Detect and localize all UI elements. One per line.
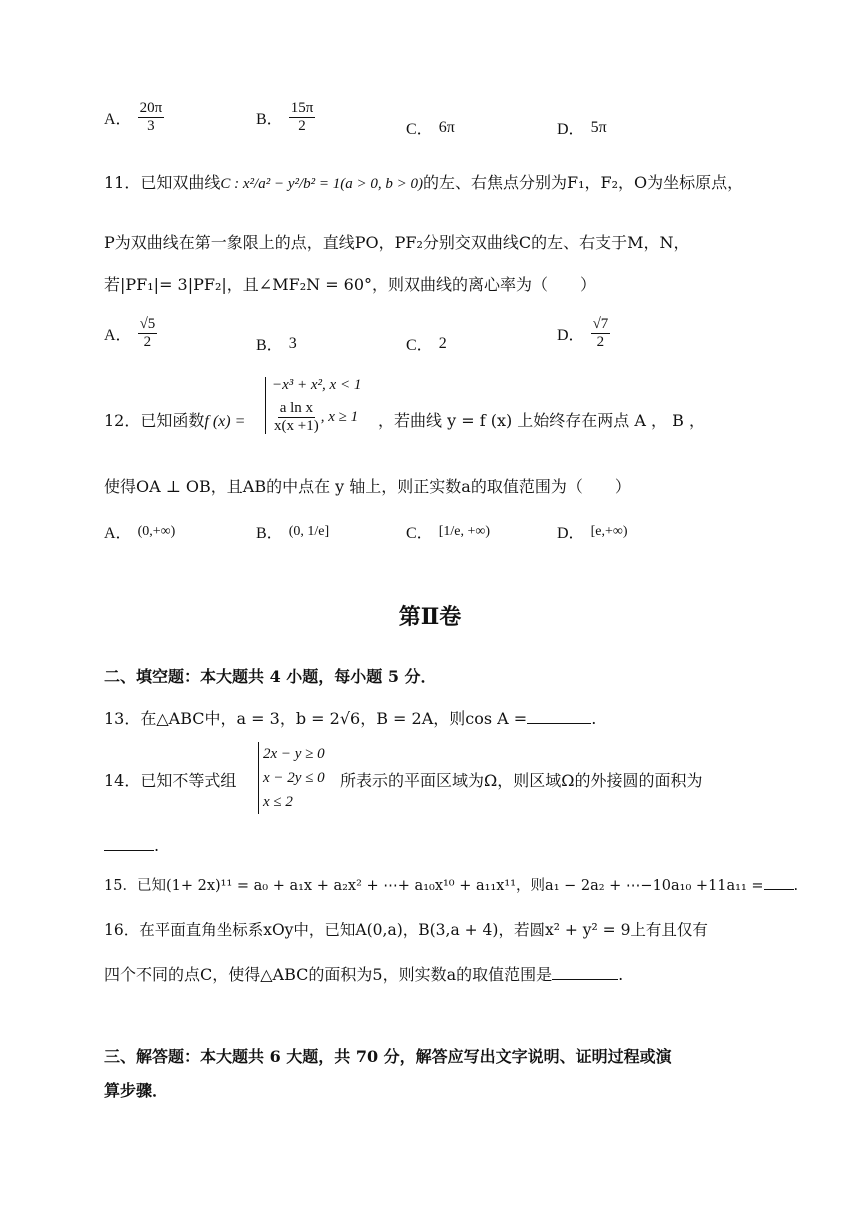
option-value: 2 (438, 334, 447, 352)
q15: 15．已知(1+ 2x)¹¹ = a₀ + a₁x + a₂x² + ⋯+ a₁₀x¹⁰ + a₁₁x¹¹，则a₁ − 2a₂ + ⋯−10a₁₀ +11a₁₁ = . (104, 874, 798, 895)
q14-suffix: 所表示的平面区域为Ω，则区域Ω的外接圆的面积为 (340, 771, 703, 790)
fraction (591, 316, 611, 350)
q12-option-a (104, 520, 175, 543)
section-3-heading-line1: 三、解答题：本大题共 6 大题，共 70 分，解答应写出文字说明、证明过程或演 (104, 1047, 672, 1066)
option-label: A． (104, 110, 132, 128)
fraction (138, 316, 158, 350)
denominator: 3 (147, 117, 155, 134)
q10-option-c (406, 116, 455, 139)
q12-line2: 使得OA ⊥ OB，且AB的中点在 y 轴上，则正实数a的取值范围为（ ） (104, 477, 631, 496)
q12-option-b (256, 520, 329, 543)
option-label: A． (104, 326, 132, 344)
section-3-heading-line2: 算步骤． (104, 1081, 169, 1100)
q10-option-d (557, 116, 607, 139)
q11-line1 (104, 170, 743, 193)
q11-prefix: 11．已知双曲线 (104, 173, 221, 192)
option-value: 5π (590, 118, 607, 136)
numerator: 20π (139, 100, 163, 116)
q12-prefix (104, 408, 245, 431)
numerator: 15π (290, 100, 314, 116)
q14-prefix: 14．已知不等式组 (104, 771, 237, 790)
answer-blank (552, 965, 618, 980)
q11-option-b (256, 332, 297, 355)
answer-blank (104, 836, 154, 851)
option-value: (0,+∞) (137, 523, 176, 539)
q12-suffix: ，若曲线 y = f (x) 上始终存在两点 A ， B ， (378, 411, 705, 430)
denominator: 2 (298, 117, 306, 134)
option-label: C． (406, 525, 433, 542)
q11-option-c (406, 332, 447, 355)
option-label: D． (557, 121, 585, 138)
q15-text: 15．已知(1+ 2x)¹¹ = a₀ + a₁x + a₂x² + ⋯+ a₁₀x¹⁰ + a₁₁x¹¹，则a₁ − 2a₂ + ⋯−10a₁₀ +11a₁₁ = (104, 878, 764, 894)
q14-blank-line: . (104, 836, 159, 855)
q12-option-d (557, 520, 627, 543)
piecewise-case-2 (272, 400, 361, 434)
q11-line1-suffix: 的左、右焦点分别为F₁，F₂，O为坐标原点， (423, 173, 744, 192)
piecewise-case-1: −x³ + x², x < 1 (272, 377, 362, 393)
q13: 13．在△ABC中，a = 3，b = 2√6，B = 2A，则cos A = . (104, 709, 597, 728)
case-condition: , x ≥ 1 (320, 408, 359, 425)
section-2-heading: 二、填空题：本大题共 4 小题，每小题 5 分． (104, 667, 437, 686)
answer-blank (527, 709, 591, 724)
q16-line1: 16．在平面直角坐标系xOy中，已知A(0,a)，B(3,a + 4)，若圆x² + y² = 9上有且仅有 (104, 921, 708, 939)
function-name: f (x) = (204, 413, 246, 430)
part-title: 第Ⅱ卷 (398, 604, 462, 630)
denominator: x(x +1) (274, 417, 319, 434)
q11-line3: 若|PF₁|= 3|PF₂|，且∠MF₂N = 60°，则双曲线的离心率为（ ） (104, 275, 597, 294)
option-value: [e,+∞) (590, 523, 628, 539)
inequality-system (258, 742, 325, 814)
q12-label: 12．已知函数 (104, 411, 205, 430)
option-label: B． (256, 337, 283, 354)
numerator: a ln x (279, 400, 314, 416)
denominator: 2 (596, 333, 605, 350)
fraction (138, 100, 165, 134)
option-label: C． (406, 121, 433, 138)
option-label: B． (256, 110, 283, 128)
inequality-2: x − 2y ≤ 0 (263, 770, 325, 786)
option-label: D． (557, 326, 585, 344)
hyperbola-equation: C : x²/a² − y²/b² = 1(a > 0, b > 0) (220, 176, 423, 192)
option-label: C． (406, 337, 433, 354)
q11-option-a (104, 316, 157, 350)
inequality-3: x ≤ 2 (263, 794, 293, 810)
q11-line2: P为双曲线在第一象限上的点，直线PO，PF₂分别交双曲线C的左、右支于M，N， (104, 233, 690, 252)
option-value: (0, 1/e] (288, 523, 330, 539)
q13-text: 13．在△ABC中，a = 3，b = 2√6，B = 2A，则cos A = (104, 709, 528, 728)
option-label: D． (557, 525, 585, 542)
option-value: 6π (438, 118, 455, 136)
option-value: 3 (288, 334, 297, 352)
q16-line2: 四个不同的点C，使得△ABC的面积为5，则实数a的取值范围是 . (104, 965, 624, 984)
q11-option-d (557, 316, 610, 350)
q10-option-b (256, 100, 315, 134)
answer-blank (764, 875, 794, 890)
numerator: √7 (592, 316, 609, 332)
option-label: A． (104, 525, 132, 542)
piecewise-function (265, 377, 361, 434)
inequality-1: 2x − y ≥ 0 (263, 746, 325, 762)
denominator: 2 (143, 333, 152, 350)
q12-option-c (406, 520, 490, 543)
numerator: √5 (139, 316, 156, 332)
fraction (272, 400, 321, 434)
fraction (289, 100, 316, 134)
q16-text: 四个不同的点C，使得△ABC的面积为5，则实数a的取值范围是 (104, 965, 553, 984)
q10-option-a (104, 100, 164, 134)
option-label: B． (256, 525, 283, 542)
option-value: [1/e, +∞) (438, 523, 490, 539)
